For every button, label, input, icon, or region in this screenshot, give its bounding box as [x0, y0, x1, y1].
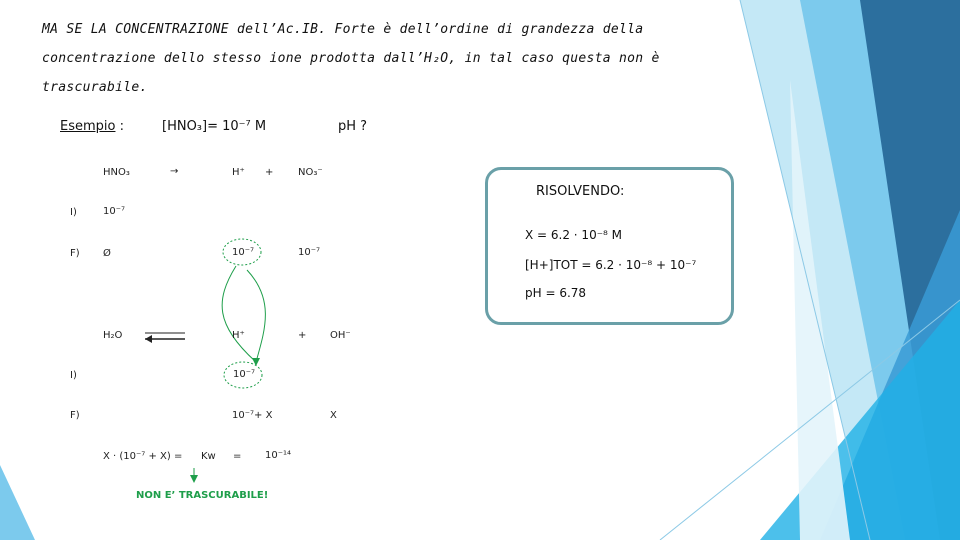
r1-row-f-value: Ø: [103, 248, 111, 259]
reverse-arrowhead: [145, 335, 152, 343]
intro-line-2: concentrazione dello stesso ione prodotta dall’H₂O, in tal caso questa non è: [42, 51, 660, 66]
r2-product-h: H⁺: [232, 330, 245, 341]
r1-row-f-label: F): [70, 248, 80, 259]
kw-value: 10⁻¹⁴: [265, 450, 292, 461]
ph-question: pH ?: [338, 119, 368, 134]
result-ph: pH = 6.78: [525, 286, 587, 300]
r2-row-f-label: F): [70, 410, 80, 421]
result-box: [485, 167, 734, 325]
r1-arrow: →: [170, 166, 179, 177]
kw-equals: =: [233, 451, 242, 462]
intro-line-1: MA SE LA CONCENTRAZIONE dell’Ac.IB. Forte è dell’ordine di grandezza della: [42, 22, 644, 37]
r2-row-f-oh: X: [330, 410, 337, 421]
intro-line-3: trascurabile.: [42, 80, 148, 95]
circle-h-final: [223, 239, 261, 265]
result-x: X = 6.2 · 10⁻⁸ M: [525, 228, 623, 242]
kw-expression: X · (10⁻⁷ + X) =: [103, 451, 183, 462]
r2-row-f-h: 10⁻⁷+ X: [232, 410, 273, 421]
r2-row-i-h: 10⁻⁷: [233, 369, 256, 380]
result-h-total: [H+]TOT = 6.2 · 10⁻⁸ + 10⁻⁷: [525, 258, 697, 272]
r1-row-i-value: 10⁻⁷: [103, 206, 126, 217]
r1-row-f-h: 10⁻⁷: [232, 247, 255, 258]
transfer-curve: [247, 270, 265, 362]
transfer-arrowhead: [252, 358, 260, 366]
r1-reagent: HNO₃: [103, 167, 130, 178]
r2-row-i-label: I): [70, 370, 77, 381]
transfer-arrow: [222, 266, 256, 362]
r2-plus: +: [298, 330, 307, 341]
r1-row-f-no3: 10⁻⁷: [298, 247, 321, 258]
r1-product-no3: NO₃⁻: [298, 167, 323, 178]
r1-row-i-label: I): [70, 207, 77, 218]
result-title: RISOLVENDO:: [536, 184, 625, 199]
r1-plus: +: [265, 167, 274, 178]
example-colon: :: [119, 119, 124, 134]
example-formula: [HNO₃]= 10⁻⁷ M: [162, 119, 267, 134]
r2-product-oh: OH⁻: [330, 330, 351, 341]
kw-label: Kw: [201, 451, 216, 462]
not-negligible-note: NON E’ TRASCURABILE!: [136, 490, 269, 501]
r1-product-h: H⁺: [232, 167, 245, 178]
example-label: Esempio: [60, 119, 116, 134]
r2-reagent: H₂O: [103, 330, 123, 341]
